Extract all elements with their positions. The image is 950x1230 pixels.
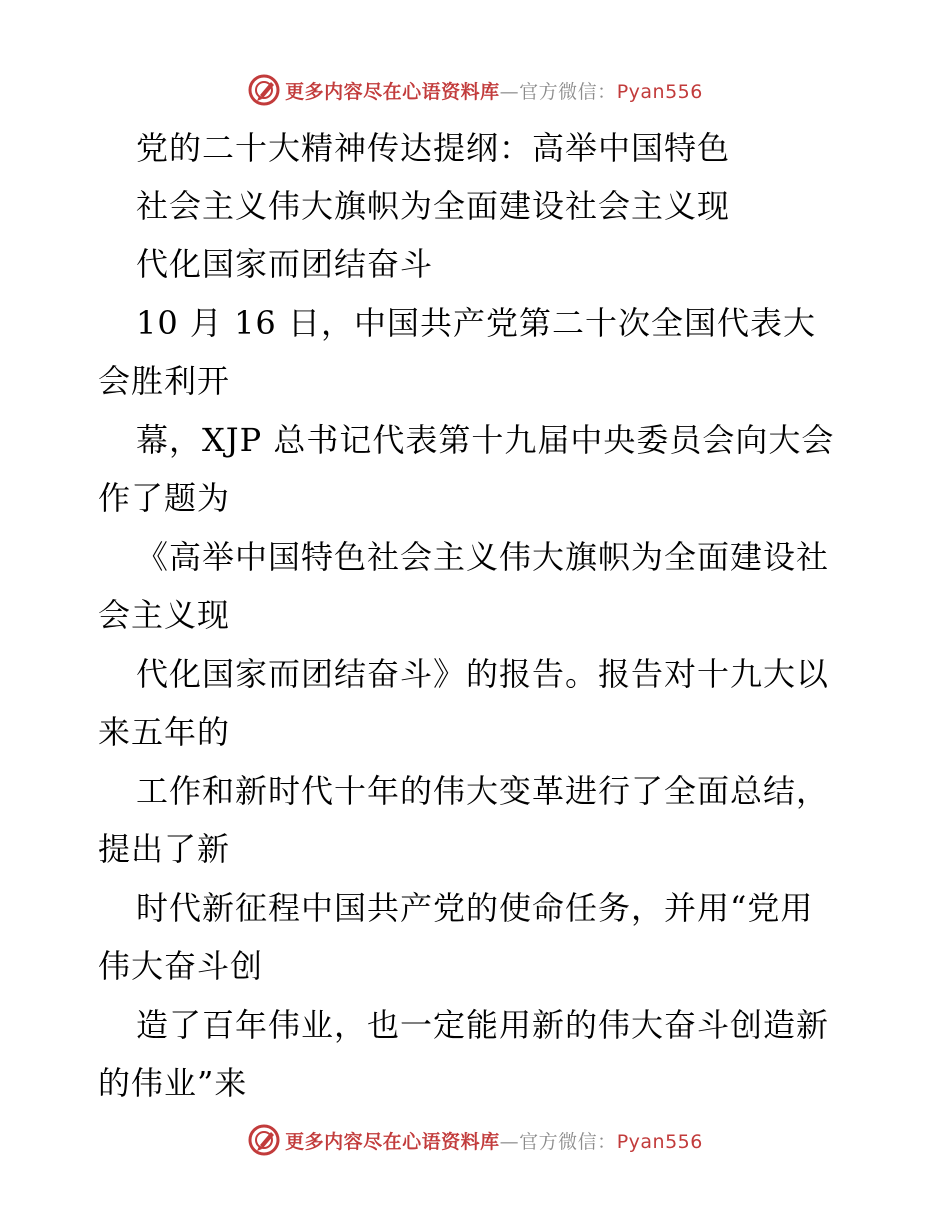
- paragraph-line: 10 月 16 日，中国共产党第二十次全国代表大: [136, 304, 816, 342]
- watermark-text: [285, 1127, 703, 1154]
- title-line-1: 党的二十大精神传达提纲：高举中国特色: [136, 129, 731, 167]
- watermark-id: Pyan556: [616, 80, 703, 103]
- watermark-main: 更多内容尽在心语资料库: [285, 1130, 500, 1153]
- watermark-main: 更多内容尽在心语资料库: [285, 80, 500, 103]
- watermark-dash: —: [499, 1130, 520, 1153]
- title-line-2: 社会主义伟大旗帜为全面建设社会主义现: [136, 187, 731, 225]
- paragraph-line: 提出了新: [98, 830, 231, 868]
- watermark-dash: —: [499, 80, 520, 103]
- paragraph-line: 来五年的: [98, 713, 231, 751]
- watermark-id: Pyan556: [616, 1130, 703, 1153]
- paragraph-line: 作了题为: [98, 479, 231, 517]
- logo-icon: [247, 1123, 281, 1157]
- paragraph-line: 时代新征程中国共产党的使命任务，并用“党用: [136, 889, 814, 927]
- paragraph-line: 的伟业”来: [98, 1064, 248, 1102]
- paragraph-line: 幕，XJP 总书记代表第十九届中央委员会向大会: [136, 421, 835, 459]
- paragraph-line: 代化国家而团结奋斗》的报告。报告对十九大以: [136, 655, 830, 693]
- title-line-3: 代化国家而团结奋斗: [136, 245, 434, 283]
- paragraph-line: 工作和新时代十年的伟大变革进行了全面总结，: [136, 772, 830, 810]
- paragraph-line: 造了百年伟业，也一定能用新的伟大奋斗创造新: [136, 1006, 830, 1044]
- paragraph-line: 会胜利开: [98, 362, 231, 400]
- watermark-label: 官方微信：: [519, 1130, 617, 1153]
- paragraph-line: 《高举中国特色社会主义伟大旗帜为全面建设社: [136, 538, 830, 576]
- footer-watermark: [0, 1122, 950, 1158]
- watermark-label: 官方微信：: [519, 80, 617, 103]
- paragraph-line: 会主义现: [98, 596, 231, 634]
- paragraph-line: 伟大奋斗创: [98, 947, 264, 985]
